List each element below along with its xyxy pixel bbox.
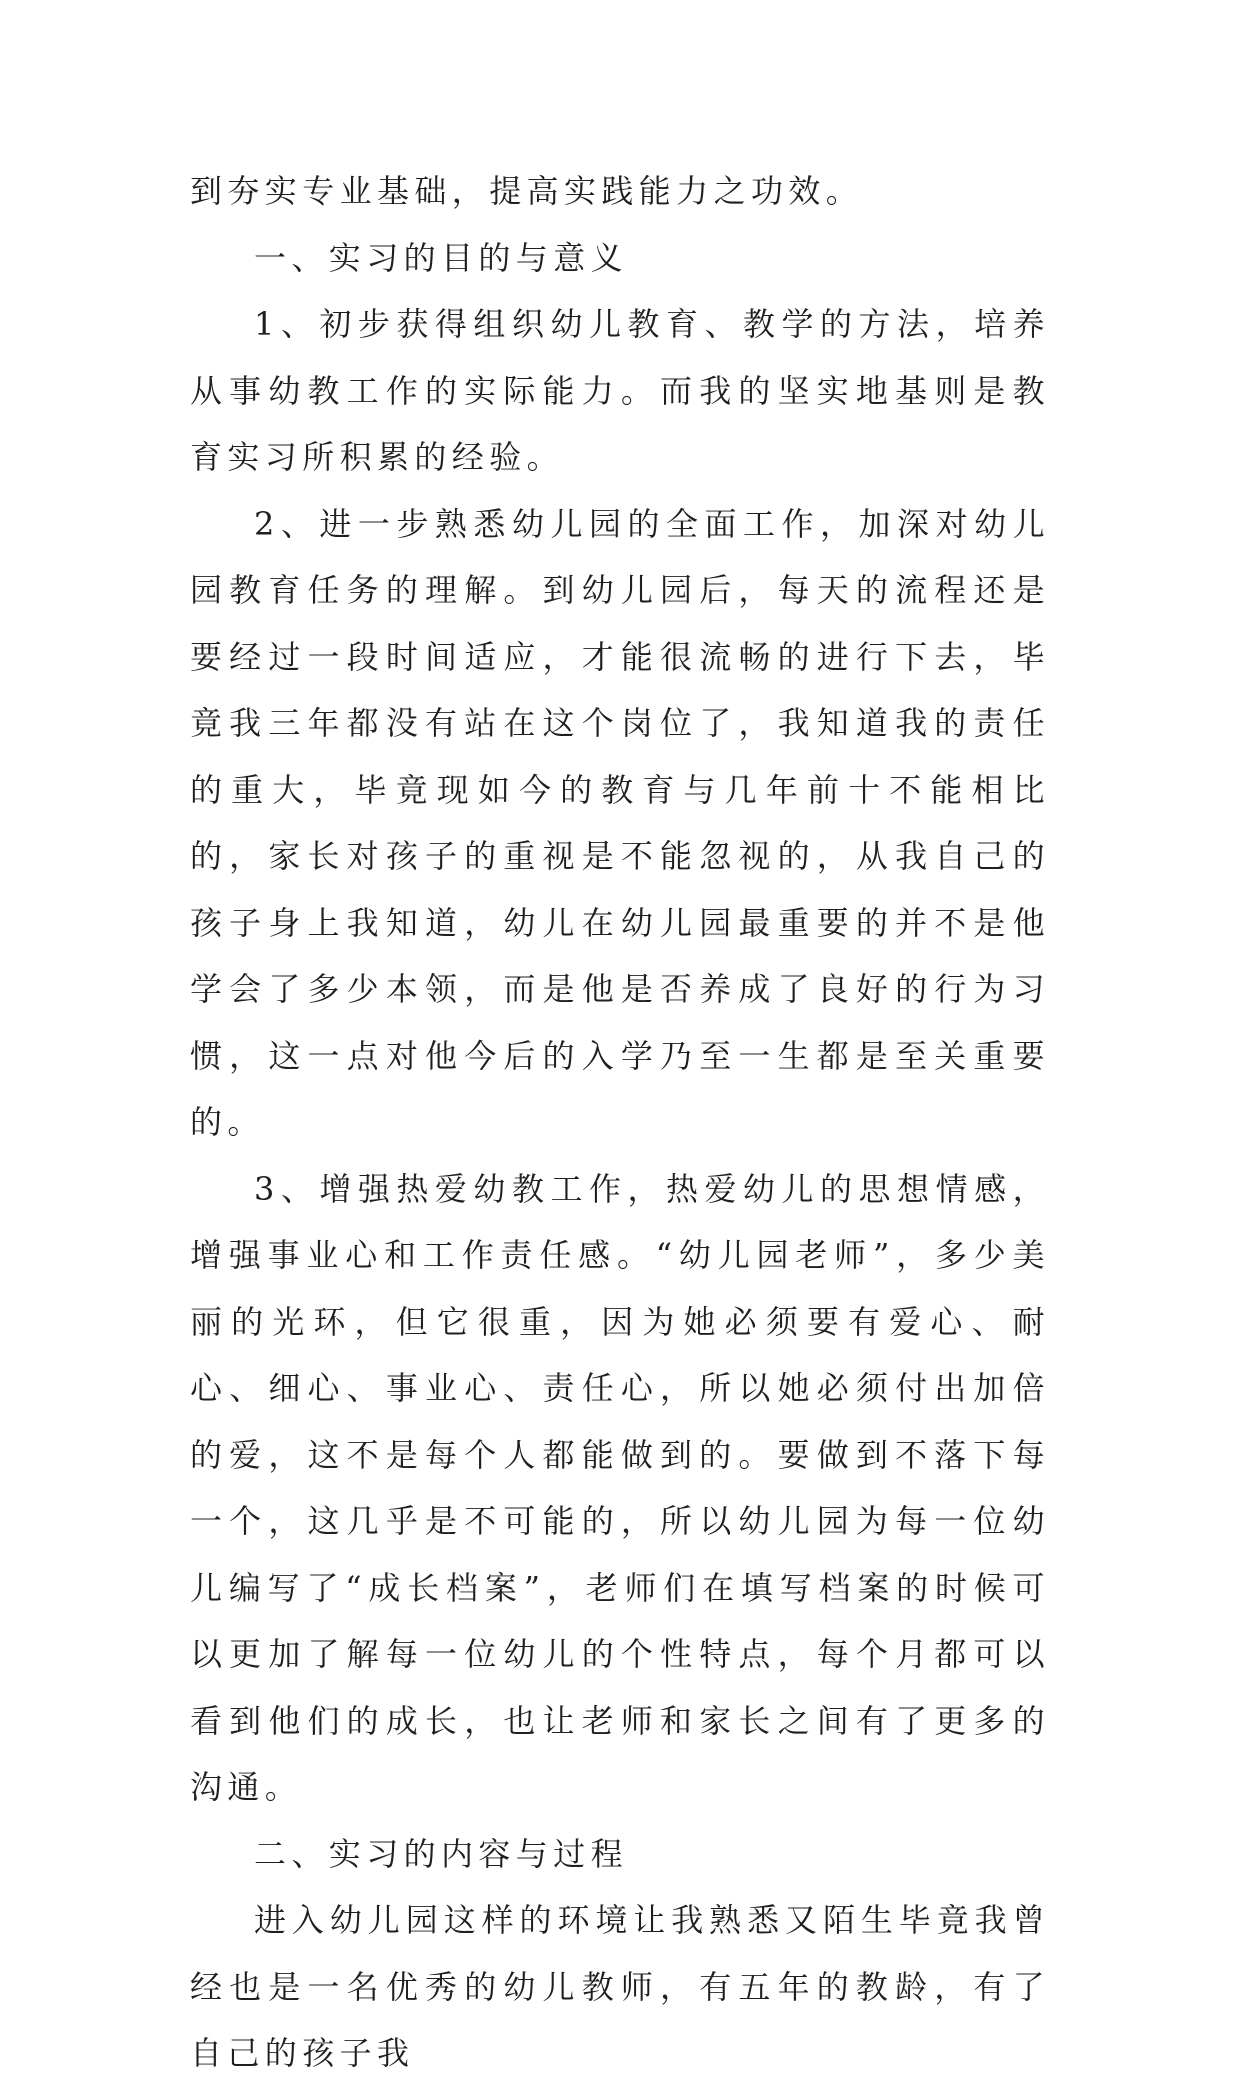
paragraph-item-2: 2、进一步熟悉幼儿园的全面工作，加深对幼儿园教育任务的理解。到幼儿园后，每天的流程还是要经过一段时间适应，才能很流畅的进行下去，毕竟我三年都没有站在这个岗位了，我知道我的责任的重大，毕竟现如今的教育与几年前十不能相比的，家长对孩子的重视是不能忽视的，从我自己的孩子身上我知道，幼儿在幼儿园最重要的并不是他学会了多少本领，而是他是否养成了良好的行为习惯，这一点对他今后的入学乃至一生都是至关重要的。 bbox=[190, 504, 1050, 1141]
paragraph-item-3: 3、增强热爱幼教工作，热爱幼儿的思想情感，增强事业心和工作责任感。“幼儿园老师”，多少美丽的光环，但它很重，因为她必须要有爱心、耐心、细心、事业心、责任心，所以她必须付出加倍的爱，这不是每个人都能做到的。要做到不落下每一个，这几乎是不可能的，所以幼儿园为每一位幼儿编写了“成长档案”，老师们在填写档案的时候可以更加了解每一位幼儿的个性特点，每个月都可以看到他们的成长，也让老师和家长之间有了更多的沟通。 bbox=[190, 1169, 1050, 1806]
section-heading-purpose: 一、实习的目的与意义 bbox=[254, 238, 629, 277]
section-heading-content: 二、实习的内容与过程 bbox=[254, 1834, 629, 1873]
paragraph-continuation: 到夯实专业基础，提高实践能力之功效。 bbox=[190, 172, 864, 210]
document-body bbox=[190, 158, 1050, 2087]
paragraph-content-intro: 进入幼儿园这样的环境让我熟悉又陌生毕竟我曾经也是一名优秀的幼儿教师，有五年的教龄，有了自己的孩子我 bbox=[190, 1901, 1050, 2072]
paragraph-item-1: 1、初步获得组织幼儿教育、教学的方法，培养从事幼教工作的实际能力。而我的坚实地基则是教育实习所积累的经验。 bbox=[190, 305, 1050, 476]
